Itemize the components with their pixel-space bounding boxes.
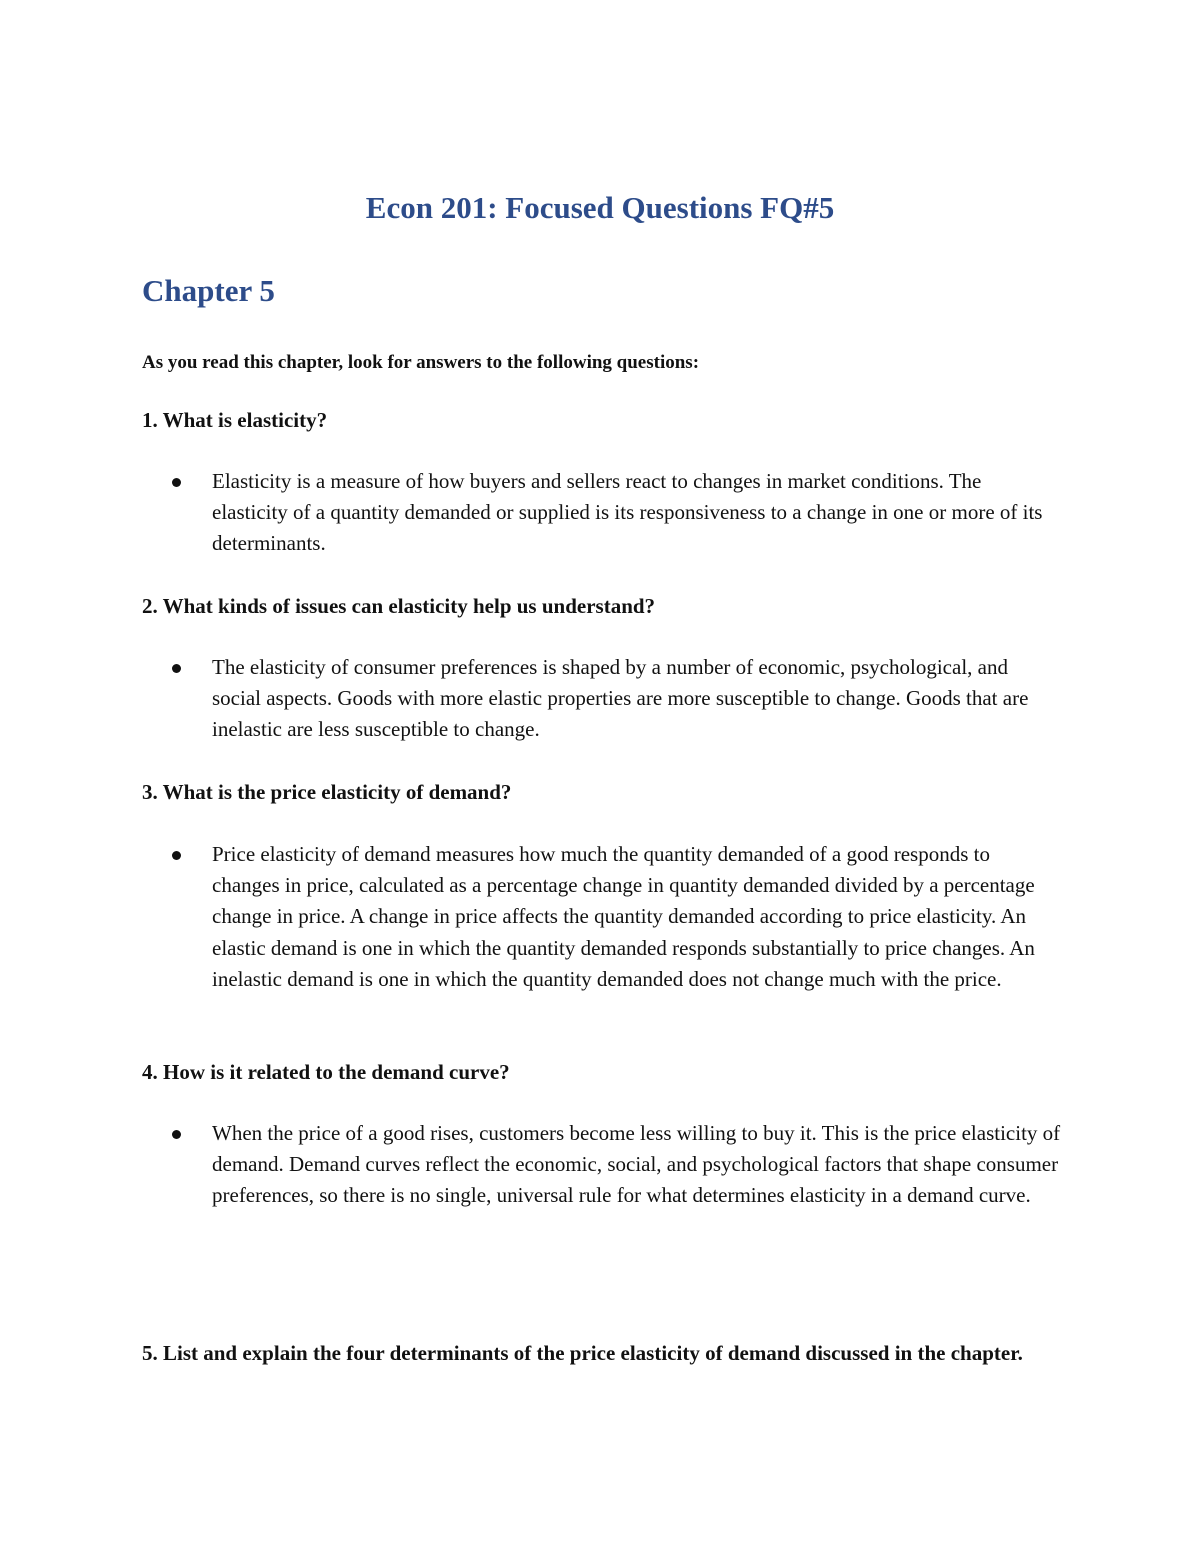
- answer-4: When the price of a good rises, customers become less willing to buy it. This is the price elasticity of demand. Demand curves reflect the economic, social, and psychological factors that shape consumer preferences, so there is no single, universal rule for what determines elasticity in a demand curve.: [212, 1121, 1061, 1208]
- question-3: 3. What is the price elasticity of demand?: [142, 780, 512, 804]
- bullet-icon: [172, 851, 181, 860]
- answer-2: The elasticity of consumer preferences is shaped by a number of economic, psychological, and social aspects. Goods with more elastic properties are more susceptible to change. Goods that are inelastic are less susceptible to change.: [212, 655, 1029, 742]
- bullet-icon: [172, 1130, 181, 1139]
- bullet-icon: [172, 478, 181, 487]
- answer-1: Elasticity is a measure of how buyers and sellers react to changes in market conditions. The elasticity of a quantity demanded or supplied is its responsiveness to a change in one or more of its determinants.: [212, 469, 1043, 556]
- bullet-icon: [172, 664, 181, 673]
- question-1: 1. What is elasticity?: [142, 408, 328, 432]
- document-title: Econ 201: Focused Questions FQ#5: [365, 190, 835, 225]
- question-4: 4. How is it related to the demand curve?: [142, 1060, 510, 1084]
- intro-instructions: As you read this chapter, look for answers to the following questions:: [142, 352, 700, 373]
- answer-3: Price elasticity of demand measures how much the quantity demanded of a good responds to changes in price, calculated as a percentage change in quantity demanded divided by a percentage change in price. A change in price affects the quantity demanded according to price elasticity. An elastic demand is one in which the quantity demanded responds substantially to price changes. An inelastic demand is one in which the quantity demanded does not change much with the price.: [212, 842, 1035, 991]
- question-5: 5. List and explain the four determinants of the price elasticity of demand discussed in the chapter.: [142, 1341, 1023, 1365]
- chapter-heading: Chapter 5: [142, 273, 275, 308]
- question-2: 2. What kinds of issues can elasticity help us understand?: [142, 594, 656, 618]
